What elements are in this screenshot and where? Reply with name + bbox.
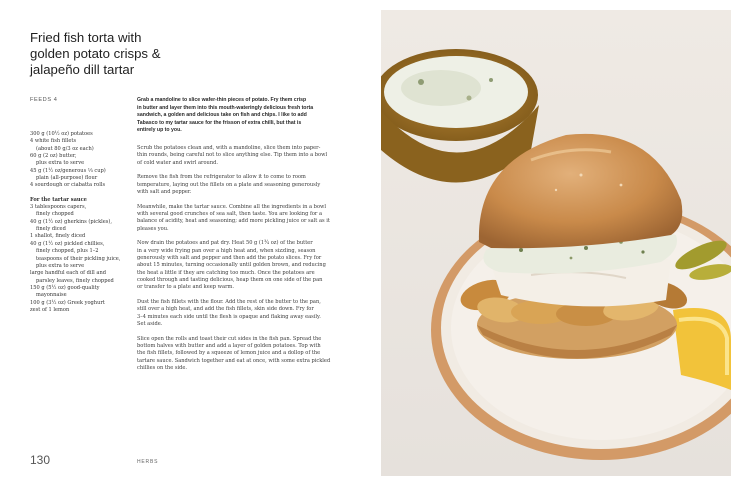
method-line: tartare sauce. Sandwich together and eat at once, with some extra pickled: [137, 357, 331, 364]
method-line: temperature, laying out the fillets on a plate and seasoning generously: [137, 181, 321, 188]
tartar-ingredient-line: finely diced: [36, 226, 66, 233]
ingredient-line: plain (all-purpose) flour: [36, 175, 98, 182]
ingredient-line: plus extra to serve: [36, 160, 85, 167]
method-line: bottom halves with butter and add a layer of golden potatoes. Top with: [137, 343, 321, 350]
ingredient-line: 60 g (2 oz) butter,: [30, 153, 77, 160]
method-line: Scrub the potatoes clean and, with a mandoline, slice them into paper-: [137, 145, 321, 151]
method-line: pleases you.: [137, 225, 169, 232]
tartar-ingredient-line: large handful each of dill and: [30, 270, 106, 277]
method-line: Set aside.: [137, 321, 163, 328]
method-text: [137, 145, 365, 380]
method-line: about 15 minutes, turning occasionally until golden brown, and reducing: [137, 262, 326, 269]
title-line: jalapeño dill tartar: [30, 62, 135, 77]
method-line: generously with salt and pepper and then add the potato slices. Fry for: [137, 255, 322, 262]
intro-line: entirely up to you.: [137, 127, 182, 134]
tartar-ingredient-line: zest of 1 lemon: [30, 306, 70, 313]
ingredient-line: 4 white fish fillets: [30, 138, 77, 145]
title-line: Fried fish torta with: [30, 30, 142, 45]
section-footer: HERBS: [137, 459, 159, 465]
tartar-ingredient-line: plus extra to serve: [36, 262, 85, 269]
method-line: Meanwhile, make the tartar sauce. Combine all the ingredients in a bowl: [137, 203, 327, 210]
recipe-photo: [381, 10, 731, 476]
tartar-ingredient-line: finely chopped, plus 1–2: [36, 248, 99, 255]
method-step: [137, 299, 365, 328]
method-line: the heat a little if they are catching too much. Once the potatoes are: [137, 269, 315, 276]
ingredient-line: (about 80 g/3 oz each): [36, 145, 94, 152]
ingredient-line: 45 g (1½ oz/generous ⅓ cup): [30, 167, 106, 174]
method-step: [137, 336, 365, 373]
method-line: Slice open the rolls and toast their cut sides in the fish pan. Spread the: [137, 335, 322, 342]
intro-line: sandwich, a golden and delicious take on fish and chips. I like to add: [137, 112, 307, 119]
method-step: [137, 145, 365, 167]
method-line: Now drain the potatoes and pat dry. Heat 50 g (1¾ oz) of the butter: [137, 240, 313, 247]
tartar-heading: For the tartar sauce: [30, 196, 87, 203]
method-step: [137, 174, 365, 196]
method-line: cooked through and tasting delicious, heap them on one side of the pan: [137, 277, 323, 284]
tartar-ingredient-line: finely chopped: [36, 211, 74, 218]
method-line: of cold water and swirl around.: [137, 159, 218, 166]
method-line: Dust the fish fillets with the flour. Add the rest of the butter to the pan,: [137, 299, 321, 306]
tartar-ingredient-line: mayonnaise: [36, 292, 67, 299]
method-line: in a very wide frying pan over a high heat and, when sizzling, season: [137, 247, 316, 254]
servings-label: FEEDS 4: [30, 97, 58, 103]
method-line: Remove the fish from the refrigerator to allow it to come to room: [137, 174, 306, 181]
method-step: [137, 204, 365, 233]
method-line: still over a high heat, and add the fish fillets, skin side down. Fry for: [137, 306, 314, 313]
method-line: with several good crunches of sea salt, then taste. You are looking for a: [137, 211, 323, 217]
tartar-ingredient-line: parsley leaves, finely chopped: [36, 277, 114, 284]
intro-line: Tabasco to my tartar sauce for the frisson of extra chilli, but that is: [137, 119, 302, 126]
tartar-ingredient-line: 3 tablespoons capers,: [30, 204, 87, 211]
intro-text: [137, 97, 362, 135]
method-line: chillies on the side.: [137, 365, 187, 372]
intro-line: in butter and layer them into this mouth-wateringly delicious fresh torta: [137, 104, 314, 111]
recipe-title: [30, 30, 180, 78]
tartar-ingredient-line: 100 g (3½ oz) Greek yoghurt: [30, 299, 105, 306]
method-line: thin rounds, being careful not to slice anything else. Tip them into a bowl: [137, 152, 328, 159]
page-number: 130: [30, 453, 51, 467]
ingredient-line: 4 sourdough or ciabatta rolls: [30, 182, 106, 189]
method-line: 3–4 minutes each side until the flesh is opaque and flaking away easily.: [137, 313, 321, 320]
method-line: or transfer to a plate and keep warm.: [137, 284, 234, 291]
tartar-ingredient-line: 150 g (5½ oz) good-quality: [30, 284, 100, 291]
tartar-ingredient-line: 1 shallot, finely diced: [30, 233, 86, 240]
method-step: [137, 240, 365, 291]
method-line: balance of acidity, heat and seasoning; add more pickling juice or salt as it: [137, 218, 330, 225]
title-line: golden potato crisps &: [30, 46, 161, 61]
method-line: with salt and pepper.: [137, 189, 192, 196]
tartar-ingredient-line: 40 g (1½ oz) pickled chillies,: [30, 240, 105, 247]
method-line: the fish fillets, followed by a squeeze of lemon juice and a dollop of the: [137, 350, 321, 357]
ingredient-list: [30, 131, 126, 314]
tartar-ingredient-line: teaspoons of their pickling juice,: [36, 255, 121, 262]
ingredient-line: 300 g (10½ oz) potatoes: [30, 131, 93, 137]
tartar-ingredient-line: 40 g (1½ oz) gherkins (pickles),: [30, 218, 113, 225]
intro-line: Grab a mandoline to slice wafer-thin pieces of potato. Fry them crisp: [137, 97, 307, 103]
